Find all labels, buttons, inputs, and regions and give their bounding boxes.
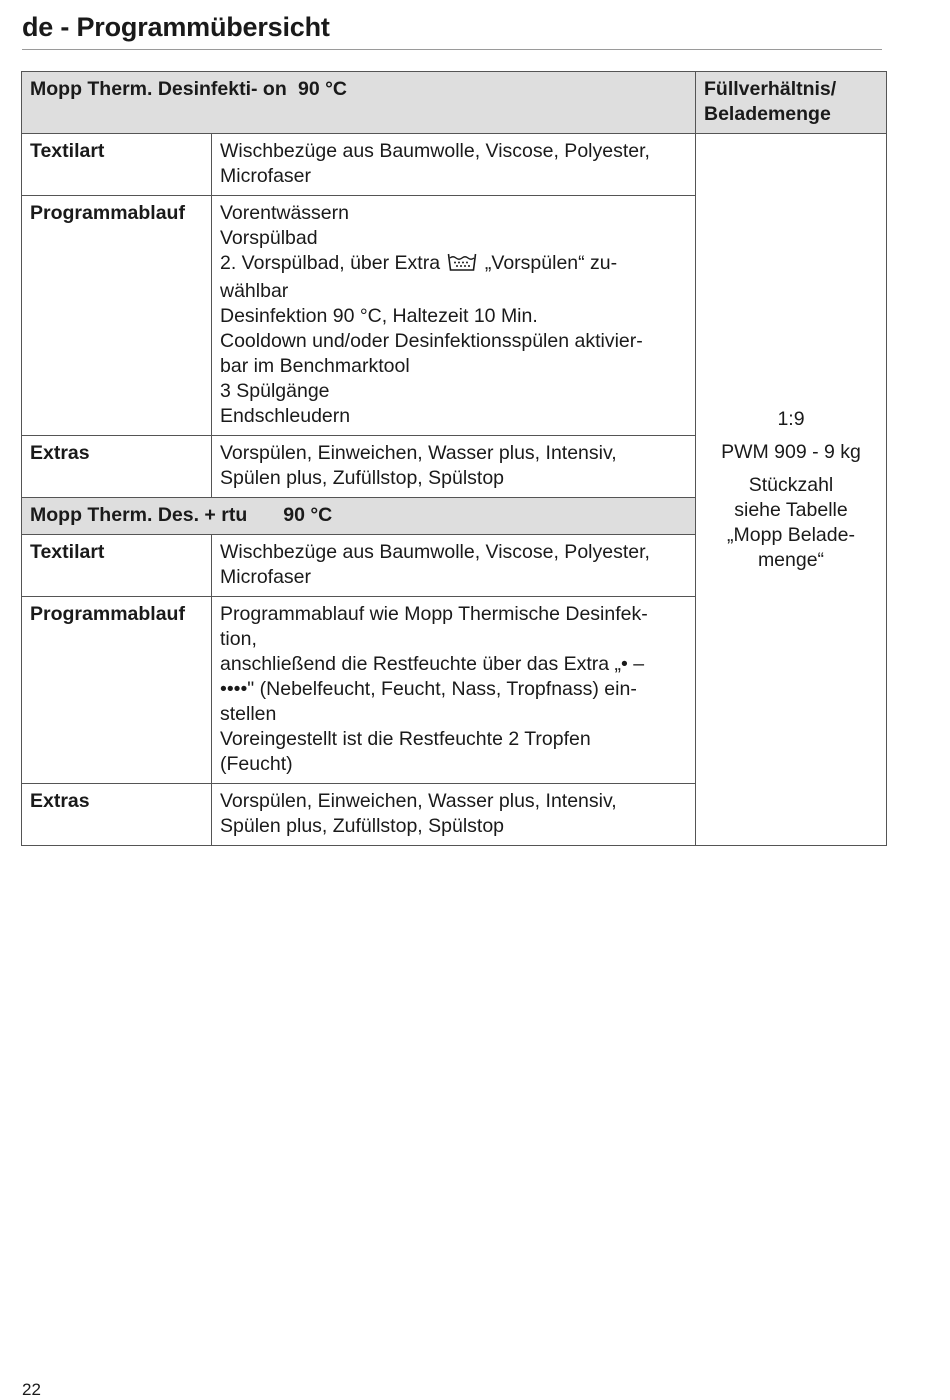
- program2-ablauf-label: Programmablauf: [22, 597, 212, 784]
- text-line: menge“: [757, 548, 825, 571]
- text-line: Spülen plus, Zufüllstop, Spülstop: [220, 815, 505, 837]
- text-line: Microfaser: [220, 566, 312, 588]
- text-line: ••••" (Nebelfeucht, Feucht, Nass, Tropfnass) ein-: [220, 678, 637, 700]
- text-line: bar im Benchmarktool: [220, 355, 410, 377]
- program1-name: Mopp Therm. Desinfekti- on: [30, 78, 287, 100]
- machine-model: PWM 909 - 9 kg: [721, 440, 861, 463]
- text-line: Cooldown und/oder Desinfektionsspülen aktivier-: [220, 330, 643, 352]
- text-line: Vorentwässern: [220, 202, 349, 224]
- text-fragment: „Vorspülen“ zu-: [484, 252, 618, 274]
- text-line: Spülen plus, Zufüllstop, Spülstop: [220, 467, 505, 489]
- program-table: [21, 71, 887, 846]
- program2-temp: 90 °C: [283, 504, 333, 526]
- text-line: siehe Tabelle: [734, 498, 848, 521]
- text-line: Vorspülen, Einweichen, Wasser plus, Intensiv,: [220, 790, 617, 812]
- page-number: 22: [22, 1380, 41, 1399]
- program1-header: [22, 72, 696, 134]
- text-line: Stückzahl: [748, 473, 834, 496]
- program2-extras-label: Extras: [22, 784, 212, 846]
- prewash-tub-icon: [447, 252, 477, 279]
- text-line: Endschleudern: [220, 405, 351, 427]
- text-line: Voreingestellt ist die Restfeuchte 2 Tropfen: [220, 728, 591, 750]
- text-line: Wischbezüge aus Baumwolle, Viscose, Polyester,: [220, 140, 650, 162]
- fill-ratio: 1:9: [777, 407, 805, 430]
- load-note: [706, 473, 876, 573]
- text-line: Programmablauf wie Mopp Thermische Desinfek-: [220, 603, 648, 625]
- text-fragment: 2. Vorspülbad, über Extra: [220, 252, 441, 274]
- program1-extras-label: Extras: [22, 436, 212, 498]
- program1-temp: 90 °C: [298, 78, 347, 100]
- text-line: stellen: [220, 703, 277, 725]
- text-line: Wischbezüge aus Baumwolle, Viscose, Polyester,: [220, 541, 650, 563]
- side-column-info: [696, 134, 887, 846]
- program1-extras-value: [212, 436, 696, 498]
- text-line: Desinfektion 90 °C, Haltezeit 10 Min.: [220, 305, 538, 327]
- text-line: [220, 251, 688, 279]
- program2-name: Mopp Therm. Des. + rtu: [30, 504, 248, 526]
- program2-header: [22, 498, 696, 535]
- text-line: Microfaser: [220, 165, 312, 187]
- program1-textilart-label: Textilart: [22, 134, 212, 196]
- text-line: 3 Spülgänge: [220, 380, 330, 402]
- text-line: „Mopp Belade-: [727, 523, 855, 546]
- side-column-heading: Füllverhältnis/ Belademenge: [696, 72, 887, 134]
- program2-textilart-label: Textilart: [22, 535, 212, 597]
- text-line: tion,: [220, 628, 257, 650]
- program1-ablauf-label: Programmablauf: [22, 196, 212, 436]
- page-header: de - Programmübersicht: [22, 12, 882, 50]
- text-line: anschließend die Restfeuchte über das Extra „• –: [220, 653, 645, 675]
- program2-ablauf-value: [212, 597, 696, 784]
- text-line: Vorspülen, Einweichen, Wasser plus, Intensiv,: [220, 442, 617, 464]
- text-line: (Feucht): [220, 753, 293, 775]
- program2-textilart-value: [212, 535, 696, 597]
- program1-textilart-value: [212, 134, 696, 196]
- program2-extras-value: [212, 784, 696, 846]
- text-line: wählbar: [220, 280, 289, 302]
- text-line: Vorspülbad: [220, 227, 318, 249]
- program1-ablauf-value: [212, 196, 696, 436]
